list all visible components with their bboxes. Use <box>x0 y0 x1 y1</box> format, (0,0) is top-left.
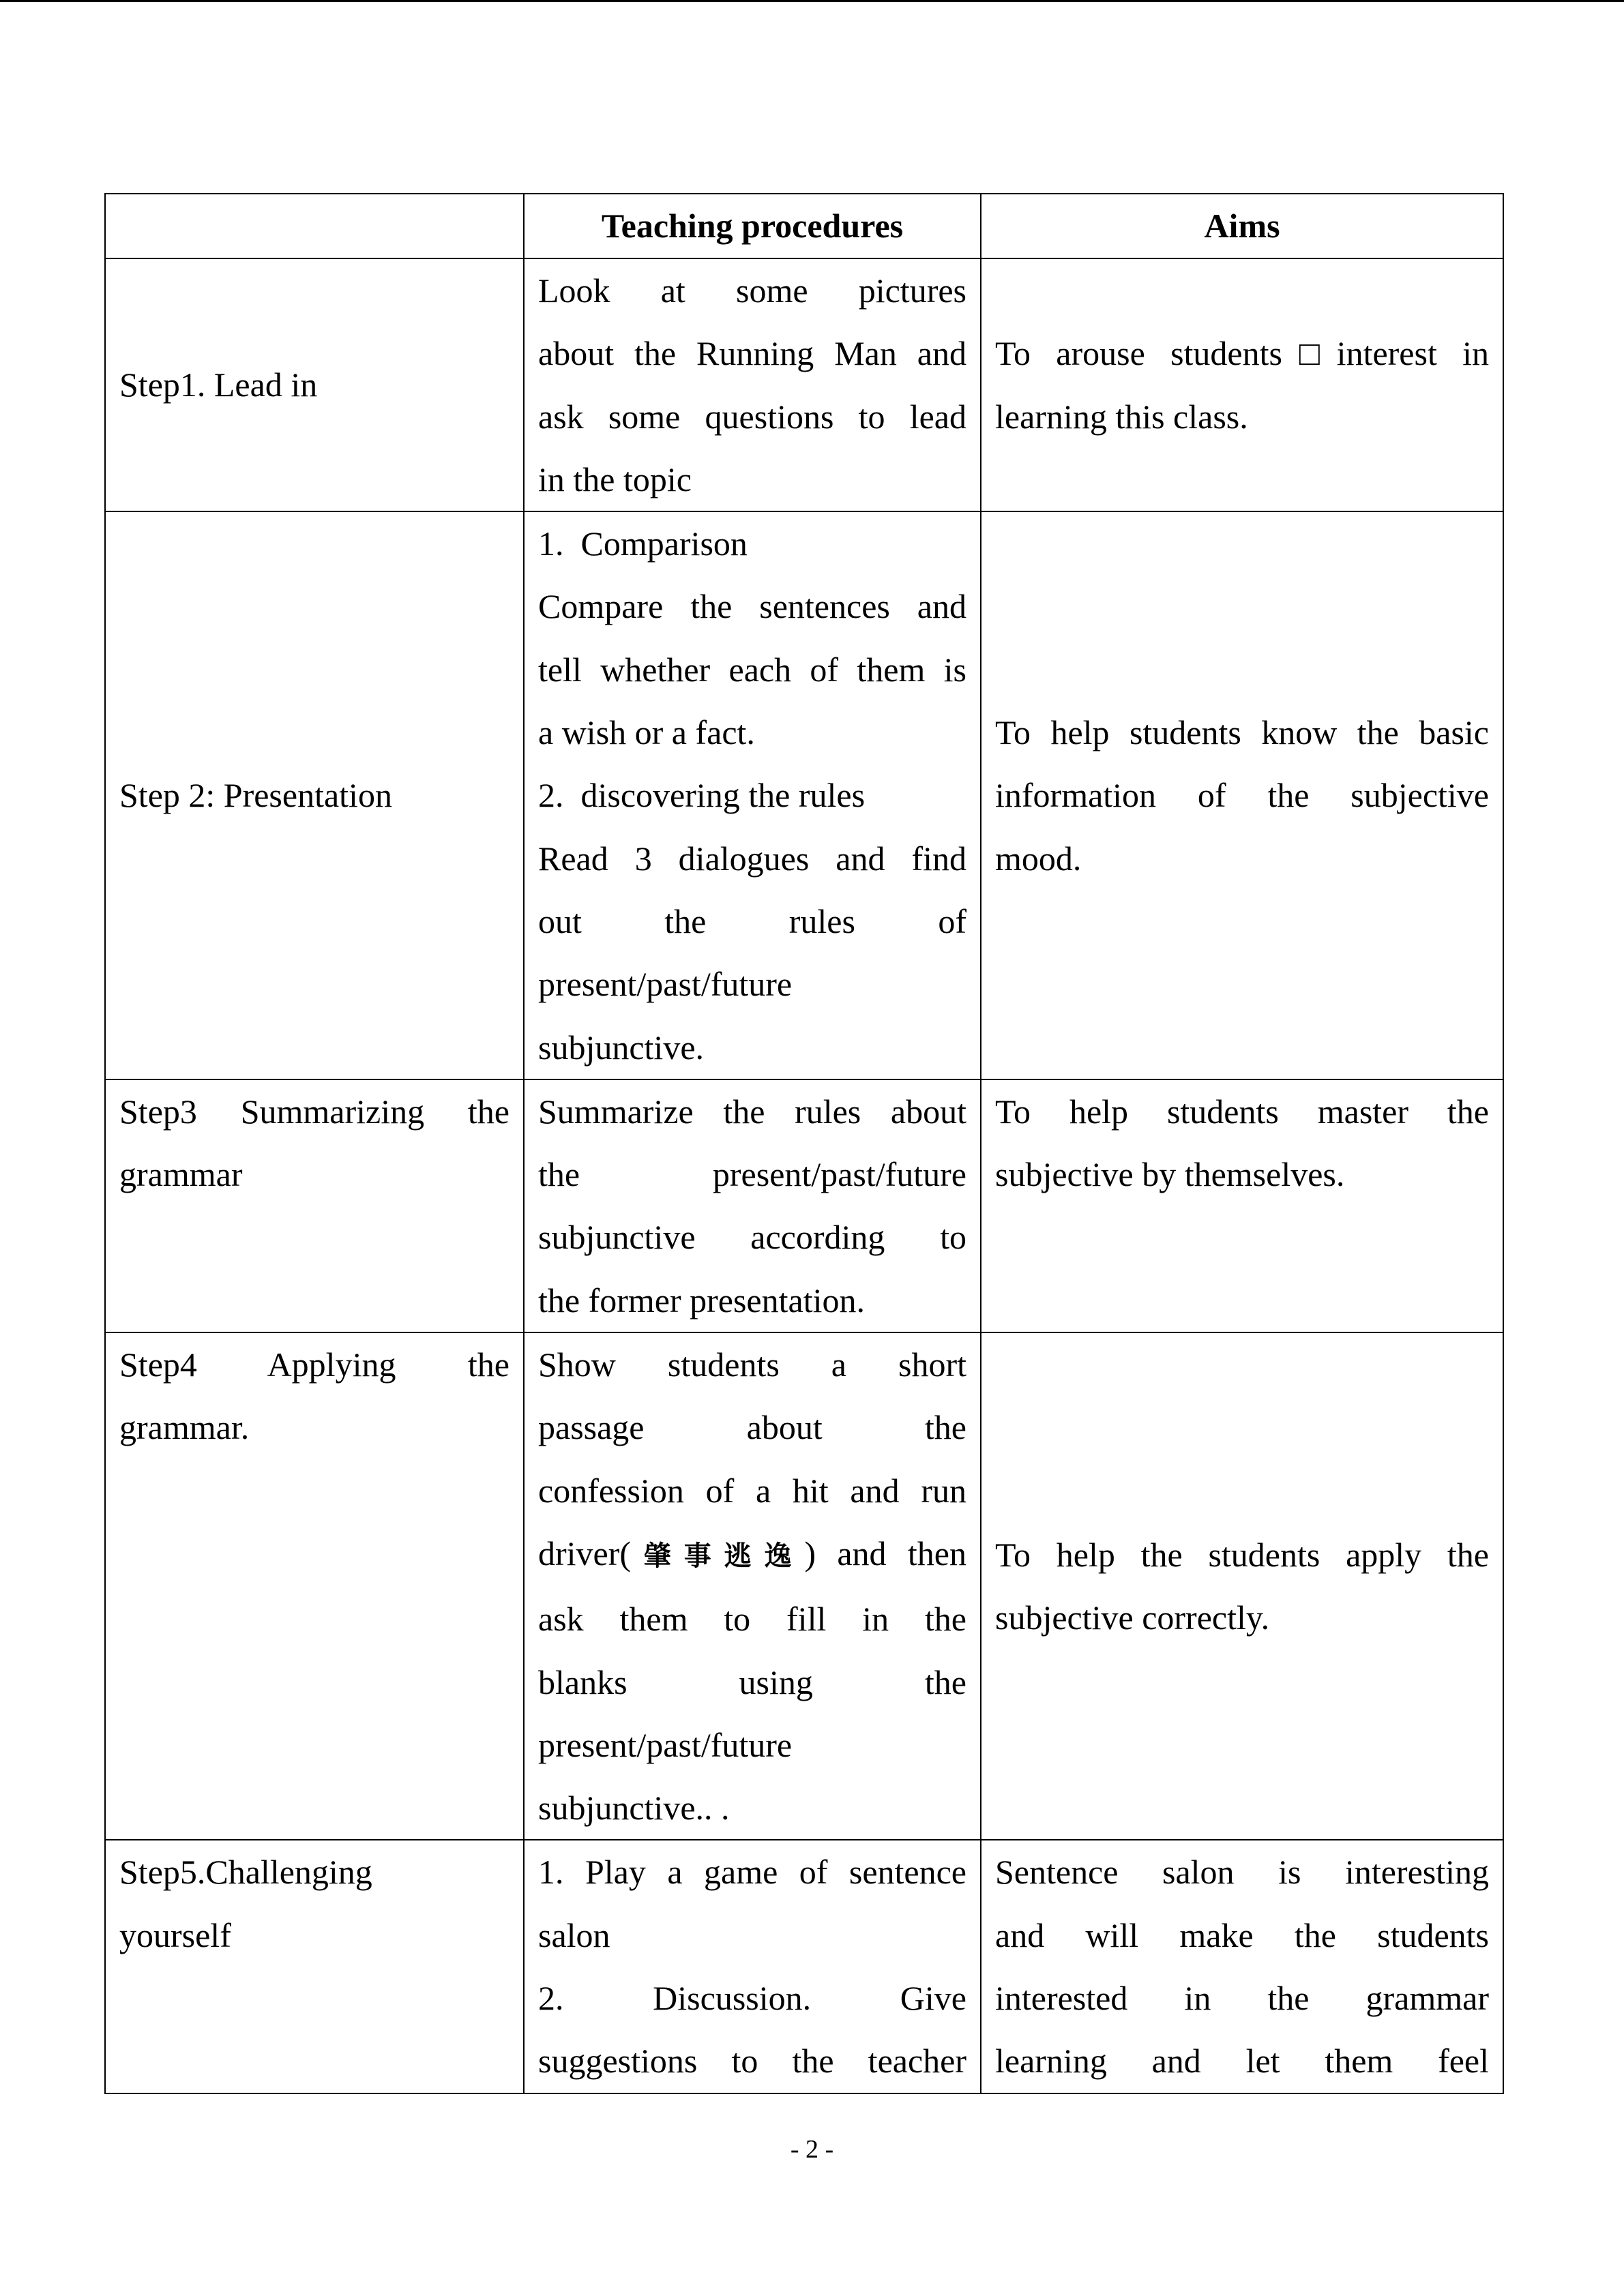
aims-cell <box>981 1332 1503 1840</box>
step-cell <box>105 511 524 1079</box>
header-step <box>105 194 524 258</box>
step-cell <box>105 1332 524 1840</box>
procedure-line: suggestions to the teacher <box>538 2042 966 2081</box>
aims-cell <box>981 511 1503 1079</box>
step-line: Step5.Challenging <box>119 1853 372 1892</box>
teaching-procedures-table <box>104 193 1504 2094</box>
step-line: Step4 Applying the <box>119 1345 510 1384</box>
procedure-line: about the Running Man and <box>538 334 966 373</box>
procedure-line: subjunctive. <box>538 1028 705 1067</box>
aim-line: subjective by themselves. <box>995 1155 1345 1194</box>
step-line: grammar. <box>119 1408 250 1447</box>
step-line: grammar <box>119 1155 243 1194</box>
procedure-line: passage about the <box>538 1408 966 1447</box>
procedure-line: the former presentation. <box>538 1281 865 1320</box>
procedure-line: Show students a short <box>538 1345 966 1384</box>
aim-line: learning this class. <box>995 397 1248 436</box>
aim-line: To help students master the <box>995 1092 1489 1131</box>
procedure-chinese-term: 肇事逃逸 <box>631 1540 805 1572</box>
procedure-line: 2. discovering the rules <box>538 776 866 815</box>
aim-line: interested in the grammar <box>995 1979 1489 2018</box>
procedures-cell <box>524 258 981 511</box>
procedures-cell <box>524 1332 981 1840</box>
step-cell <box>105 1840 524 2093</box>
table-row <box>105 1840 1503 2093</box>
aim-line: subjective correctly. <box>995 1598 1270 1637</box>
step-line: Step 2: Presentation <box>119 776 392 815</box>
procedure-text-part: ) and then <box>804 1534 966 1572</box>
procedures-cell <box>524 1840 981 2093</box>
procedure-line: 1. Comparison <box>538 524 748 563</box>
procedure-line: blanks using the <box>538 1663 966 1701</box>
procedure-line: confession of a hit and run <box>538 1471 966 1510</box>
aim-line: learning and let them feel <box>995 2042 1489 2081</box>
procedure-line: Summarize the rules about <box>538 1092 966 1131</box>
aim-line: To help the students apply the <box>995 1535 1489 1574</box>
procedures-cell <box>524 511 981 1079</box>
procedure-line: a wish or a fact. <box>538 713 755 752</box>
aim-line: mood. <box>995 839 1082 878</box>
header-teaching-procedures: Teaching procedures <box>524 194 981 258</box>
aim-line: Sentence salon is interesting <box>995 1853 1489 1892</box>
step-line: Step3 Summarizing the <box>119 1092 510 1131</box>
step-line: yourself <box>119 1915 231 1954</box>
procedure-line: tell whether each of them is <box>538 650 966 689</box>
procedure-line: 1. Play a game of sentence <box>538 1853 966 1892</box>
aim-line: and will make the students <box>995 1915 1489 1954</box>
aims-cell <box>981 1079 1503 1332</box>
step-cell <box>105 1079 524 1332</box>
procedure-line: subjunctive.. . <box>538 1789 730 1828</box>
procedure-line: subjunctive according to <box>538 1218 966 1257</box>
step-line: Step1. Lead in <box>119 366 318 404</box>
page-top-border <box>0 0 1624 2</box>
procedure-line: Compare the sentences and <box>538 587 966 626</box>
procedure-line: ask some questions to lead <box>538 397 966 436</box>
table-row <box>105 1332 1503 1840</box>
aim-line: To help students know the basic <box>995 713 1489 752</box>
procedure-line: ask them to fill in the <box>538 1600 966 1639</box>
procedure-line: the present/past/future <box>538 1155 966 1194</box>
table-row <box>105 1079 1503 1332</box>
procedure-line: salon <box>538 1915 610 1954</box>
aim-line: information of the subjective <box>995 776 1489 815</box>
step-cell <box>105 258 524 511</box>
procedure-line: 2. Discussion. Give <box>538 1979 966 2018</box>
aims-cell <box>981 258 1503 511</box>
procedure-line: Look at some pictures <box>538 271 966 310</box>
procedure-line: Read 3 dialogues and find <box>538 839 966 878</box>
procedure-line: present/past/future <box>538 1725 793 1764</box>
procedure-line <box>538 1522 966 1587</box>
table-row <box>105 511 1503 1079</box>
header-aims: Aims <box>981 194 1503 258</box>
table-row <box>105 258 1503 511</box>
page-number: - 2 - <box>790 2135 834 2164</box>
table-header-row <box>105 194 1503 258</box>
procedure-line: out the rules of <box>538 901 966 940</box>
aim-line <box>995 322 1489 385</box>
procedure-line: present/past/future <box>538 965 793 1004</box>
procedures-cell <box>524 1079 981 1332</box>
procedure-text-part: driver( <box>538 1534 632 1572</box>
procedure-line: in the topic <box>538 460 692 498</box>
aim-text-part: To arouse students□interest in <box>995 334 1489 373</box>
aims-cell <box>981 1840 1503 2093</box>
